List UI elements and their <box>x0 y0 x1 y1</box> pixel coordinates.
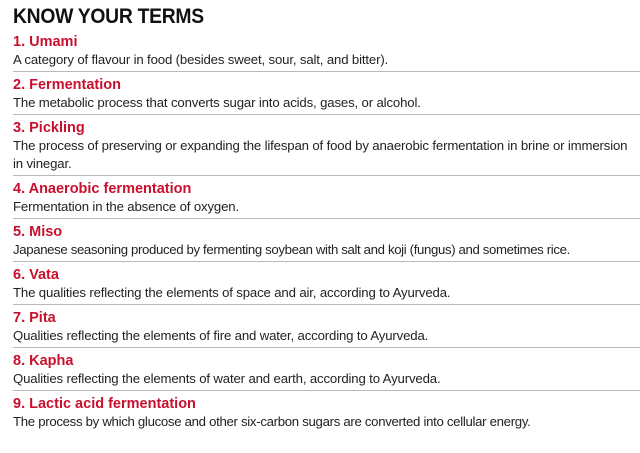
term-number: 7. <box>13 310 26 326</box>
term-name: Fermentation <box>29 77 121 93</box>
term-name: Umami <box>29 34 78 50</box>
term-number: 2. <box>13 77 26 93</box>
term-name: Lactic acid fermentation <box>29 396 196 412</box>
term-item-pita <box>13 308 640 348</box>
term-definition: Qualities reflecting the elements of water and earth, according to Ayurveda. <box>13 371 441 386</box>
term-item-umami <box>13 32 640 72</box>
term-definition: Qualities reflecting the elements of fire and water, according to Ayurveda. <box>13 328 429 343</box>
term-name: Anaerobic fermentation <box>28 181 192 197</box>
term-heading <box>13 33 640 51</box>
term-definition: A category of flavour in food (besides sweet, sour, salt, and bitter). <box>13 52 389 67</box>
term-number: 9. <box>13 396 26 412</box>
term-name: Miso <box>29 224 63 240</box>
term-heading <box>13 266 640 284</box>
term-name: Vata <box>29 267 59 283</box>
term-item-pickling <box>13 118 640 176</box>
term-number: 1. <box>13 34 26 50</box>
term-number: 6. <box>13 267 26 283</box>
glossary-title: KNOW YOUR TERMS <box>13 5 204 28</box>
term-heading <box>13 119 640 137</box>
term-definition: The metabolic process that converts sugar into acids, gases, or alcohol. <box>13 95 421 110</box>
term-item-lactic-acid-fermentation <box>13 394 640 433</box>
term-name: Pickling <box>29 120 85 136</box>
term-definition: The process by which glucose and other six-carbon sugars are converted into cellular energy. <box>13 414 531 429</box>
term-name: Kapha <box>29 353 74 369</box>
terms-list <box>13 32 640 433</box>
term-item-vata <box>13 265 640 305</box>
term-definition: The process of preserving or expanding the lifespan of food by anaerobic fermentation in brine or immersion in vinegar. <box>13 138 628 171</box>
term-heading <box>13 309 640 327</box>
term-heading <box>13 180 640 198</box>
term-name: Pita <box>29 310 56 326</box>
term-heading <box>13 352 640 370</box>
term-number: 8. <box>13 353 26 369</box>
term-item-anaerobic-fermentation <box>13 179 640 219</box>
term-number: 5. <box>13 224 26 240</box>
term-item-miso <box>13 222 640 262</box>
term-definition: Fermentation in the absence of oxygen. <box>13 199 239 214</box>
term-number: 3. <box>13 120 26 136</box>
term-item-fermentation <box>13 75 640 115</box>
term-heading <box>13 223 640 241</box>
term-item-kapha <box>13 351 640 391</box>
term-definition: The qualities reflecting the elements of space and air, according to Ayurveda. <box>13 285 451 300</box>
term-definition: Japanese seasoning produced by fermenting soybean with salt and koji (fungus) and sometimes rice. <box>13 242 570 257</box>
term-heading <box>13 395 640 413</box>
term-number: 4. <box>13 181 26 197</box>
term-heading <box>13 76 640 94</box>
